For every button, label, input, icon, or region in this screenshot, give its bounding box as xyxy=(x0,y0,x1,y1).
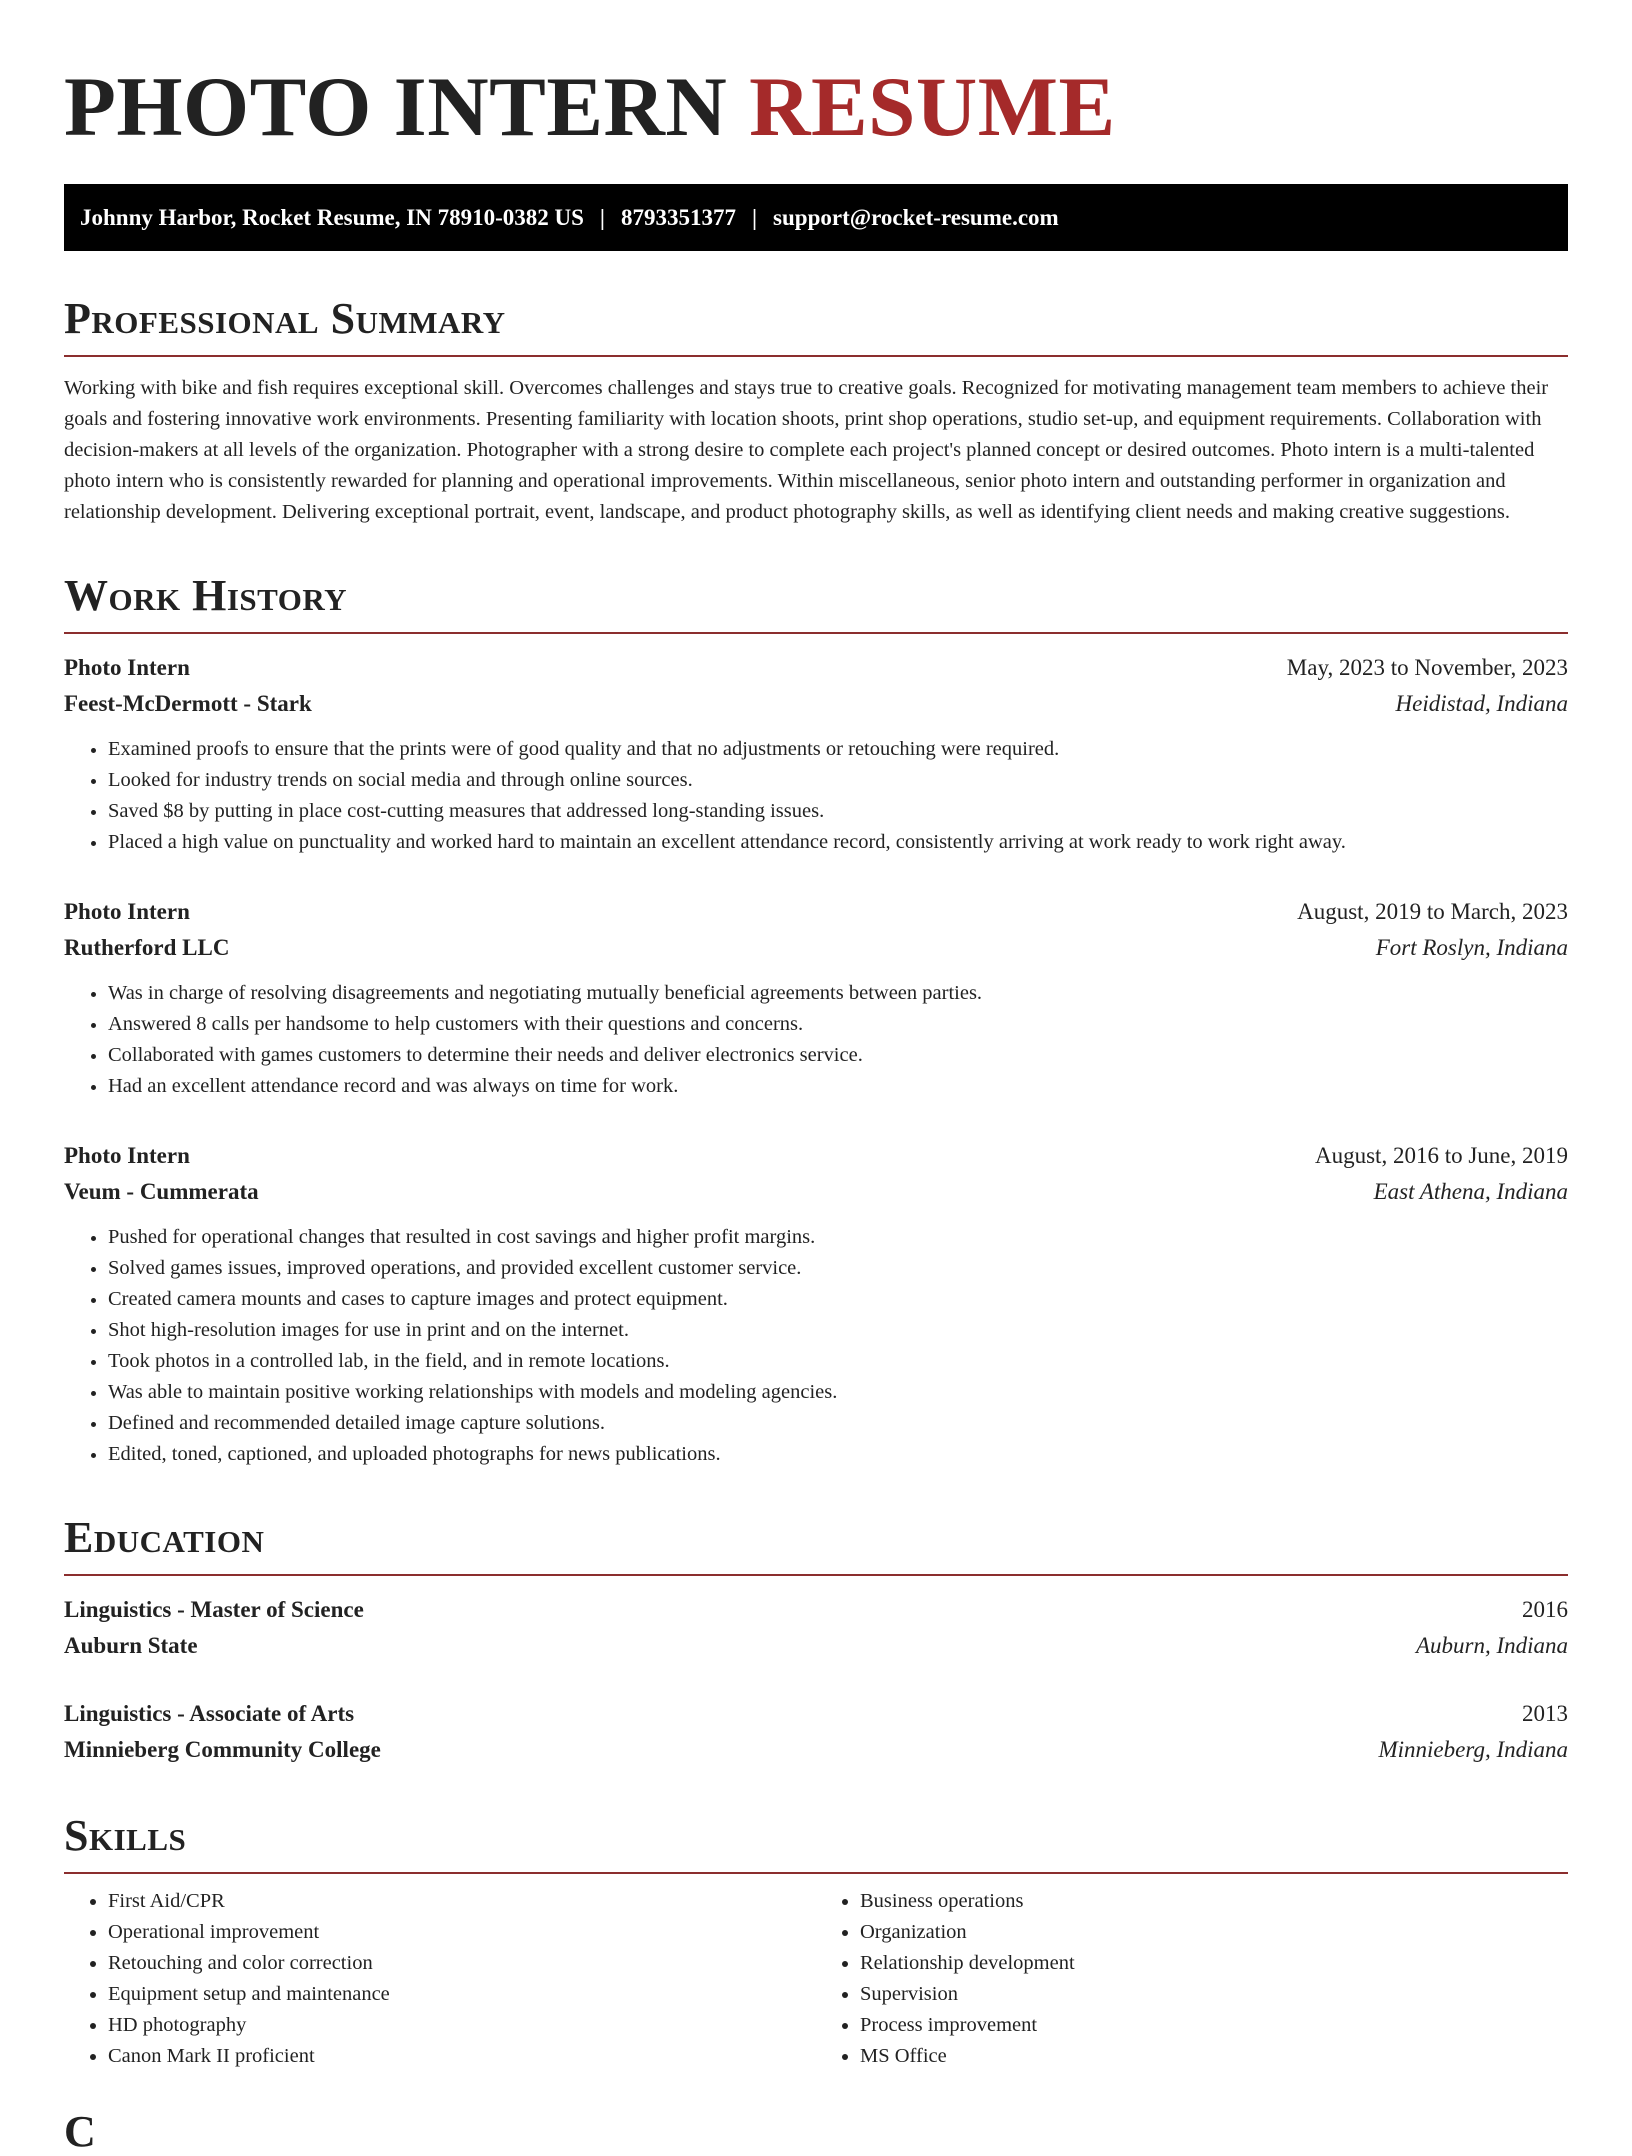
summary-text: Working with bike and fish requires exceptional skill. Overcomes challenges and stays true to creative goals. Recognized for motivating management team members to achieve their goals and fostering innovative work environments. Presenting familiarity with location shoots, print shop operations, studio set-up, and equipment requirements. Collaboration with decision-makers at all levels of the organization. Photographer with a strong desire to complete each project's planned concept or desired outcomes. Photo intern is a multi-talented photo intern who is consistently rewarded for planning and operational improvements. Within miscellaneous, senior photo intern and outstanding performer in organization and relationship development. Delivering exceptional portrait, event, landscape, and product photography skills, as well as identifying client needs and making creative suggestions. xyxy=(64,377,1549,523)
contact-address: Johnny Harbor, Rocket Resume, IN 78910-0382 US xyxy=(80,204,584,230)
education-entry xyxy=(64,1696,1568,1768)
education-school: Minnieberg Community College xyxy=(64,1737,381,1762)
job-company: Rutherford LLC xyxy=(64,935,230,960)
job-bullet: • Examined proofs to ensure that the prints were of good quality and that no adjustments or retouching were required. xyxy=(108,734,1568,765)
education-entry xyxy=(64,1592,1568,1664)
job-bullet: • Defined and recommended detailed image capture solutions. xyxy=(108,1408,1568,1439)
skills-heading: Skills xyxy=(64,1811,187,1860)
section-divider xyxy=(64,355,1568,357)
skill-item: • Process improvement xyxy=(860,2010,1568,2041)
next-section-heading-partial: C xyxy=(64,2107,96,2156)
job-dates: May, 2023 to November, 2023 xyxy=(1286,655,1568,680)
resume-title xyxy=(64,60,1568,154)
job-location: East Athena, Indiana xyxy=(1373,1179,1568,1204)
education-degree-row xyxy=(64,1592,1568,1628)
job-bullet: • Placed a high value on punctuality and worked hard to maintain an excellent attendance record, consistently arriving at work ready to work right away. xyxy=(108,827,1568,858)
skill-item: • Canon Mark II proficient xyxy=(108,2041,816,2072)
education-location: Minnieberg, Indiana xyxy=(1378,1737,1568,1762)
section-divider xyxy=(64,1872,1568,1874)
job-bullets xyxy=(64,734,1568,858)
title-main: PHOTO INTERN xyxy=(64,60,728,154)
job-bullet: • Saved $8 by putting in place cost-cutting measures that addressed long-standing issues. xyxy=(108,796,1568,827)
skill-item: • Supervision xyxy=(860,1979,1568,2010)
contact-separator: | xyxy=(599,204,605,230)
job-location: Fort Roslyn, Indiana xyxy=(1375,935,1568,960)
skill-item: • Organization xyxy=(860,1917,1568,1948)
job-bullet: • Edited, toned, captioned, and uploaded photographs for news publications. xyxy=(108,1439,1568,1470)
job-header-row xyxy=(64,1138,1568,1174)
job-entry xyxy=(64,1138,1568,1470)
job-dates: August, 2019 to March, 2023 xyxy=(1297,899,1568,924)
job-company: Feest-McDermott - Stark xyxy=(64,691,312,716)
job-bullet: • Collaborated with games customers to determine their needs and deliver electronics service. xyxy=(108,1040,1568,1071)
education-location: Auburn, Indiana xyxy=(1415,1633,1568,1658)
skill-item: • MS Office xyxy=(860,2041,1568,2072)
education-school-row xyxy=(64,1732,1568,1768)
skill-item: • Retouching and color correction xyxy=(108,1948,816,1979)
job-title: Photo Intern xyxy=(64,655,190,680)
job-company: Veum - Cummerata xyxy=(64,1179,259,1204)
job-company-row xyxy=(64,930,1568,966)
education-degree: Linguistics - Associate of Arts xyxy=(64,1701,355,1726)
job-bullet: • Took photos in a controlled lab, in the field, and in remote locations. xyxy=(108,1346,1568,1377)
education-year: 2016 xyxy=(1522,1597,1568,1622)
education-degree: Linguistics - Master of Science xyxy=(64,1597,364,1622)
education-school: Auburn State xyxy=(64,1633,198,1658)
job-bullet: • Looked for industry trends on social media and through online sources. xyxy=(108,765,1568,796)
contact-phone: 8793351377 xyxy=(620,204,736,230)
skill-item: • HD photography xyxy=(108,2010,816,2041)
job-dates: August, 2016 to June, 2019 xyxy=(1315,1143,1568,1168)
job-bullet: • Created camera mounts and cases to capture images and protect equipment. xyxy=(108,1284,1568,1315)
job-company-row xyxy=(64,686,1568,722)
job-company-row xyxy=(64,1174,1568,1210)
skills-column-left xyxy=(64,1886,816,2072)
job-entry xyxy=(64,894,1568,1102)
job-header-row xyxy=(64,894,1568,930)
title-accent: RESUME xyxy=(749,60,1116,154)
education-year: 2013 xyxy=(1522,1701,1568,1726)
job-bullet: • Had an excellent attendance record and was always on time for work. xyxy=(108,1071,1568,1102)
skill-item: • Business operations xyxy=(860,1886,1568,1917)
contact-separator: | xyxy=(751,204,758,230)
contact-email: support@rocket-resume.com xyxy=(773,204,1059,230)
section-divider xyxy=(64,632,1568,634)
job-bullets xyxy=(64,1222,1568,1470)
skill-item: • Operational improvement xyxy=(108,1917,816,1948)
skill-item: • First Aid/CPR xyxy=(108,1886,816,1917)
skill-item: • Equipment setup and maintenance xyxy=(108,1979,816,2010)
job-bullet: • Was in charge of resolving disagreements and negotiating mutually beneficial agreements between parties. xyxy=(108,978,1568,1009)
job-location: Heidistad, Indiana xyxy=(1395,691,1568,716)
job-bullet: • Solved games issues, improved operations, and provided excellent customer service. xyxy=(108,1253,1568,1284)
job-header-row xyxy=(64,650,1568,686)
section-divider xyxy=(64,1574,1568,1576)
job-bullets xyxy=(64,978,1568,1102)
education-school-row xyxy=(64,1628,1568,1664)
skills-column-right xyxy=(816,1886,1568,2072)
contact-bar xyxy=(64,184,1568,251)
skills-list xyxy=(64,1886,1568,2072)
job-title: Photo Intern xyxy=(64,1143,190,1168)
work-heading: Work History xyxy=(64,571,348,620)
education-degree-row xyxy=(64,1696,1568,1732)
summary-heading: Professional Summary xyxy=(64,294,506,343)
education-heading: Education xyxy=(64,1513,265,1562)
job-entry xyxy=(64,650,1568,858)
education-list xyxy=(64,1592,1568,1768)
work-history-list xyxy=(64,650,1568,1470)
job-bullet: • Pushed for operational changes that resulted in cost savings and higher profit margins. xyxy=(108,1222,1568,1253)
skill-item: • Relationship development xyxy=(860,1948,1568,1979)
job-title: Photo Intern xyxy=(64,899,190,924)
job-bullet: • Answered 8 calls per handsome to help customers with their questions and concerns. xyxy=(108,1009,1568,1040)
job-bullet: • Was able to maintain positive working relationships with models and modeling agencies. xyxy=(108,1377,1568,1408)
job-bullet: • Shot high-resolution images for use in print and on the internet. xyxy=(108,1315,1568,1346)
